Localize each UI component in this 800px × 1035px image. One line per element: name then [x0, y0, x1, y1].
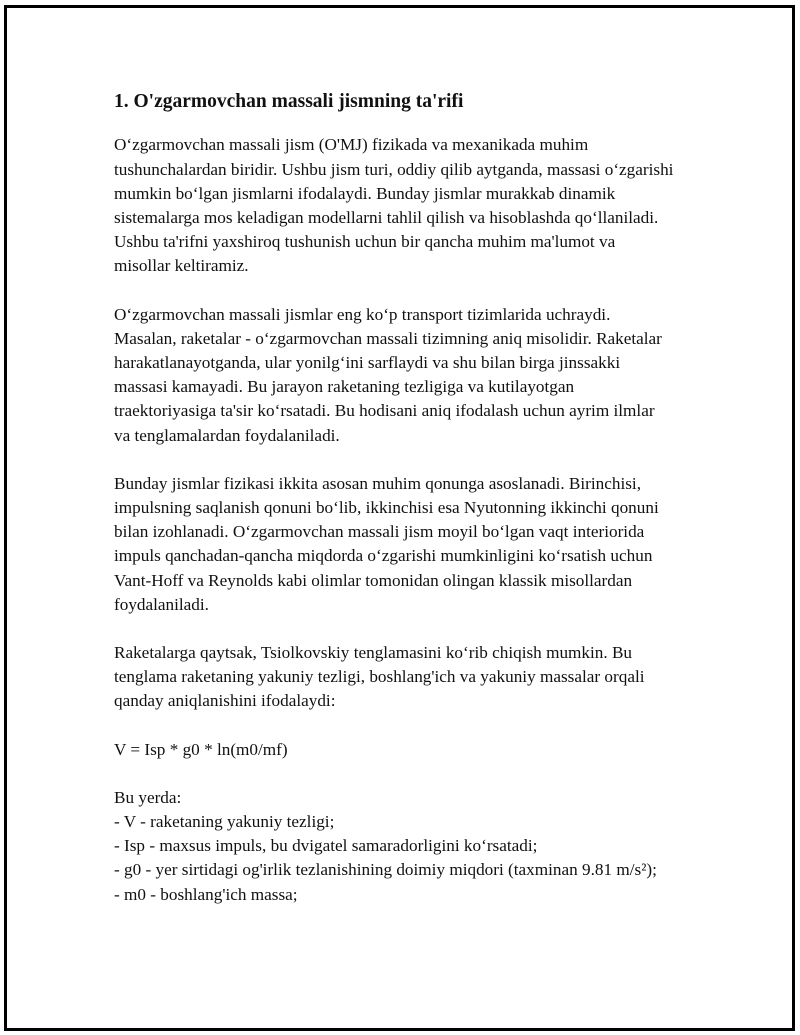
paragraph: O‘zgarmovchan massali jism (O'MJ) fizikada va mexanikada muhim tushunchalardan biridir. Ushbu jism turi, oddiy qilib aytganda, massasi o‘zgarishi mumkin bo‘lgan jismlarni ifodalaydi. Bunday jismlar murakkab dinamik sistemalarga mos keladigan modellarni tahlil qilish va hisoblashda qo‘llaniladi. Ushbu ta'rifni yaxshiroq tushunish uchun bir qancha muhim ma'lumot va misollar keltiramiz.: [114, 135, 674, 276]
list-item: - V - raketaning yakuniy tezligi;: [114, 812, 335, 832]
document-body: [114, 90, 674, 907]
definition-list: [114, 786, 674, 907]
paragraph: Raketalarga qaytsak, Tsiolkovskiy tenglamasini ko‘rib chiqish mumkin. Bu tenglama raketaning yakuniy tezligi, boshlang'ich va yakuniy massalar orqali qanday aniqlanishini ifodalaydi:: [114, 643, 645, 711]
formula: V = Isp * g0 * ln(m0/mf): [114, 739, 288, 759]
list-item: - m0 - boshlang'ich massa;: [114, 884, 298, 904]
paragraph: O‘zgarmovchan massali jismlar eng ko‘p transport tizimlarida uchraydi. Masalan, raketalar - o‘zgarmovchan massali tizimning aniq misolidir. Raketalar harakatlanayotganda, ular yonilg‘ini sarflaydi va shu bilan birga jinssakki massasi kamayadi. Bu jarayon raketaning tezligiga va kutilayotgan traektoriyasiga ta'sir ko‘rsatadi. Bu hodisani aniq ifodalash uchun ayrim ilmlar va tenglamalardan foydalaniladi.: [114, 304, 662, 445]
list-item: - g0 - yer sirtidagi og'irlik tezlanishining doimiy miqdori (taxminan 9.81 m/s²);: [114, 860, 657, 880]
list-item: - Isp - maxsus impuls, bu dvigatel samaradorligini ko‘rsatadi;: [114, 836, 538, 856]
section-heading: 1. O'zgarmovchan massali jismning ta'rifi: [114, 91, 464, 112]
paragraph: Bunday jismlar fizikasi ikkita asosan muhim qonunga asoslanadi. Birinchisi, impulsning saqlanish qonuni bo‘lib, ikkinchisi esa Nyutonning ikkinchi qonuni bilan izohlanadi. O‘zgarmovchan massali jism moyil bo‘lgan vaqt interiorida impuls qanchadan-qancha miqdorda o‘zgarishi mumkinligini ko‘rsatish uchun Vant-Hoff va Reynolds kabi olimlar tomonidan olingan klassik misollardan foydalaniladi.: [114, 473, 659, 614]
list-intro: Bu yerda:: [114, 787, 182, 807]
